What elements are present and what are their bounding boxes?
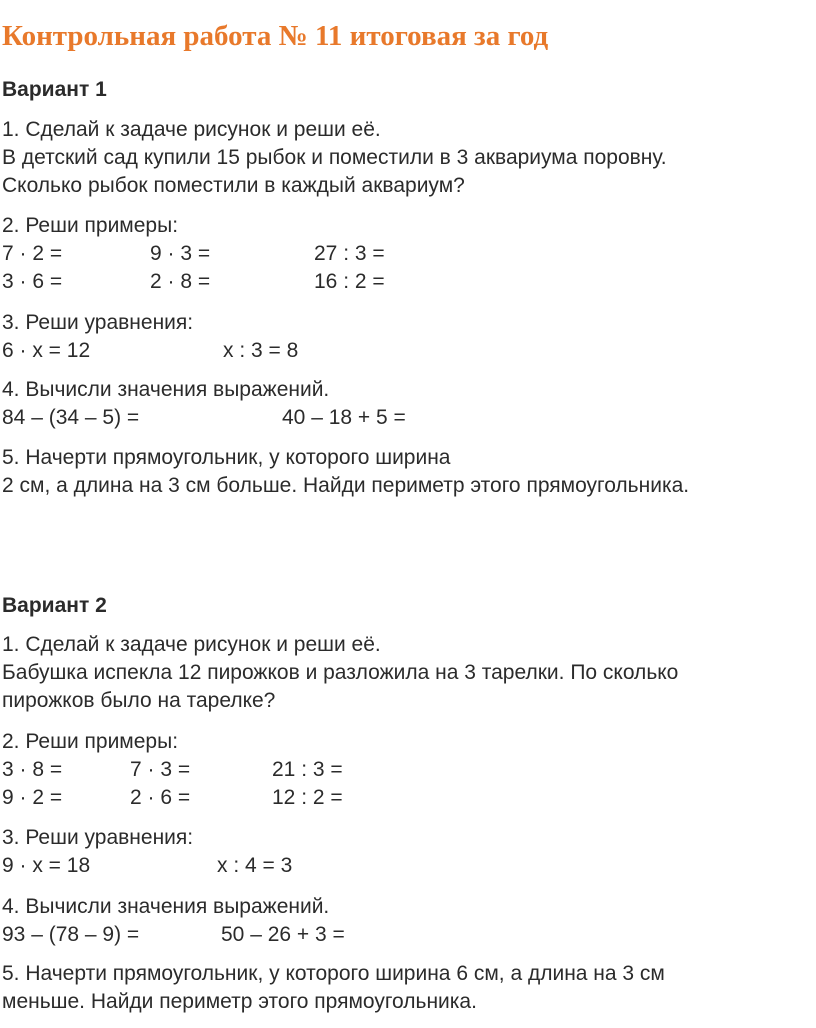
v1-task5-line1: 5. Начерти прямоугольник, у которого ширина bbox=[2, 446, 451, 469]
v1-example-6: 16 : 2 = bbox=[314, 270, 385, 293]
v2-task5-line1: 5. Начерти прямоугольник, у которого ширина 6 см, а длина на 3 см bbox=[2, 962, 665, 985]
v2-equation-2: x : 4 = 3 bbox=[217, 854, 293, 877]
v1-task1-label: 1. Сделай к задаче рисунок и реши её. bbox=[2, 118, 381, 141]
v1-example-5: 2 · 8 = bbox=[150, 270, 211, 293]
v1-equation-2: x : 3 = 8 bbox=[223, 339, 299, 362]
v2-task1-text-line1: Бабушка испекла 12 пирожков и разложила на 3 тарелки. По сколько bbox=[2, 661, 679, 684]
v2-task3-label: 3. Реши уравнения: bbox=[2, 826, 194, 849]
v1-task1-text-line2: Сколько рыбок поместили в каждый аквариум? bbox=[2, 174, 465, 197]
v2-example-1: 3 · 8 = bbox=[2, 758, 63, 781]
v2-task1-text-line2: пирожков было на тарелке? bbox=[2, 689, 276, 712]
v2-equation-1: 9 · x = 18 bbox=[2, 854, 91, 877]
v1-example-3: 27 : 3 = bbox=[314, 242, 385, 265]
v1-example-4: 3 · 6 = bbox=[2, 270, 63, 293]
v2-expression-2: 50 – 26 + 3 = bbox=[221, 923, 345, 946]
v1-task5-line2: 2 см, а длина на 3 см больше. Найди периметр этого прямоугольника. bbox=[2, 474, 690, 497]
v2-example-4: 9 · 2 = bbox=[2, 786, 63, 809]
v2-task1-label: 1. Сделай к задаче рисунок и реши её. bbox=[2, 633, 381, 656]
v1-task3-label: 3. Реши уравнения: bbox=[2, 311, 194, 334]
document-title: Контрольная работа № 11 итоговая за год bbox=[2, 20, 549, 52]
v2-example-2: 7 · 3 = bbox=[130, 758, 191, 781]
variant-1-heading: Вариант 1 bbox=[2, 78, 107, 101]
v2-task4-label: 4. Вычисли значения выражений. bbox=[2, 895, 330, 918]
v1-equation-1: 6 · x = 12 bbox=[2, 339, 91, 362]
v1-example-2: 9 · 3 = bbox=[150, 242, 211, 265]
v1-expression-2: 40 – 18 + 5 = bbox=[282, 406, 406, 429]
v1-task4-label: 4. Вычисли значения выражений. bbox=[2, 378, 330, 401]
v1-expression-1: 84 – (34 – 5) = bbox=[2, 406, 140, 429]
v2-example-3: 21 : 3 = bbox=[272, 758, 343, 781]
v1-task1-text-line1: В детский сад купили 15 рыбок и поместили в 3 аквариума поровну. bbox=[2, 146, 667, 169]
v2-example-6: 12 : 2 = bbox=[272, 786, 343, 809]
v1-example-1: 7 · 2 = bbox=[2, 242, 63, 265]
v2-example-5: 2 · 6 = bbox=[130, 786, 191, 809]
v2-task5-line2: меньше. Найди периметр этого прямоугольника. bbox=[2, 990, 477, 1013]
variant-2-heading: Вариант 2 bbox=[2, 594, 107, 617]
v1-task2-label: 2. Реши примеры: bbox=[2, 214, 179, 237]
v2-expression-1: 93 – (78 – 9) = bbox=[2, 923, 140, 946]
v2-task2-label: 2. Реши примеры: bbox=[2, 730, 179, 753]
